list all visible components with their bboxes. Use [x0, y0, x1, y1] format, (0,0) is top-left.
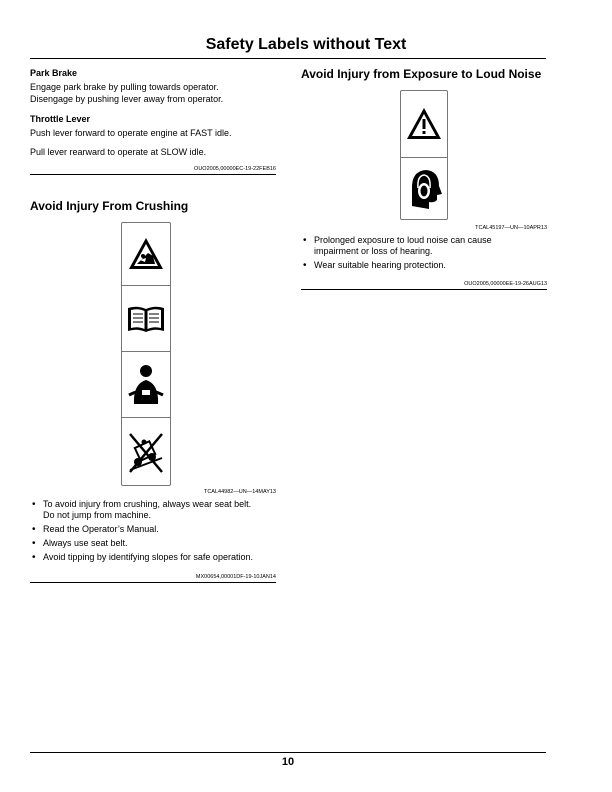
crushing-heading: Avoid Injury From Crushing — [30, 199, 189, 213]
list-item: • Prolonged exposure to loud noise can cause impairment or loss of hearing. — [301, 235, 547, 257]
page-number: 10 — [281, 756, 295, 768]
footer-rule — [30, 752, 546, 753]
noise-safety-label — [400, 90, 448, 220]
throttle-lever-p1: Push lever forward to operate engine at FAST idle. — [30, 128, 232, 138]
list-item: • Always use seat belt. — [30, 538, 280, 549]
section-rule — [30, 174, 276, 175]
image-id: TCAL45197—UN—10APR13 — [475, 225, 547, 231]
operator-manual-icon — [122, 285, 170, 352]
crushing-safety-label — [121, 222, 171, 486]
list-item: • To avoid injury from crushing, always wear seat belt. Do not jump from machine. — [30, 499, 280, 521]
park-brake-line2: Disengage by pushing lever away from operator. — [30, 94, 224, 104]
throttle-lever-p2: Pull lever rearward to operate at SLOW idle. — [30, 147, 207, 157]
reference-id: OUO2005,00000EE-19-26AUG13 — [464, 281, 547, 287]
park-brake-heading: Park Brake — [30, 68, 78, 78]
section-rule — [30, 582, 276, 583]
title-rule — [30, 58, 546, 59]
hearing-protection-icon — [401, 157, 447, 220]
list-item: • Read the Operator’s Manual. — [30, 524, 280, 535]
reference-id: OUO2005,00000EC-19-22FEB16 — [194, 166, 276, 172]
reference-id: MX00654,00001DF-19-10JAN14 — [195, 574, 276, 580]
warning-triangle-icon — [401, 91, 447, 157]
noise-heading: Avoid Injury from Exposure to Loud Noise — [301, 67, 542, 81]
warning-crush-icon — [122, 223, 170, 285]
crushing-bullet-list — [30, 499, 280, 566]
no-tipping-icon — [122, 417, 170, 486]
list-item: • Wear suitable hearing protection. — [301, 260, 547, 271]
list-item: • Avoid tipping by identifying slopes for safe operation. — [30, 552, 280, 563]
section-rule — [301, 289, 547, 290]
noise-bullet-list — [301, 235, 547, 274]
seat-belt-icon — [122, 351, 170, 418]
park-brake-line1: Engage park brake by pulling towards operator. — [30, 82, 219, 92]
page-title: Safety Labels without Text — [205, 36, 407, 53]
image-id: TCAL44982—UN—14MAY13 — [203, 489, 276, 495]
throttle-lever-heading: Throttle Lever — [30, 114, 91, 124]
